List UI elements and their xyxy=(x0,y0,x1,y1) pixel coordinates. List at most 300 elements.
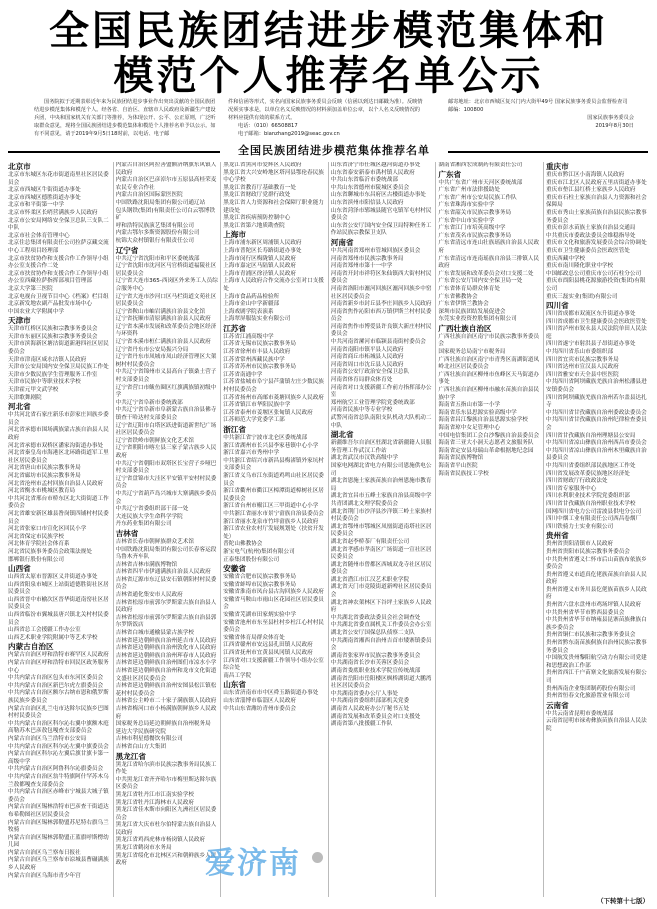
list-column xyxy=(221,162,329,897)
list-item: 吉林省通化集安市人民政府 xyxy=(115,592,183,599)
list-item: 吉林省吉林市满族博物馆 xyxy=(115,561,178,568)
list-item: 包头钢铁(集团)有限责任公司白云鄂博铁矿 xyxy=(115,207,216,222)
list-item: 海南省民族博物馆 xyxy=(438,455,484,462)
list-item: 河南省焦作市博爱县许良镇大新庄村村民委员会 xyxy=(330,323,432,338)
list-item: 安徽省池州市东至县杜村乡杜江心村村民委员会 xyxy=(223,619,324,634)
list-item: 吉林市利星德餐饮有限公司 xyxy=(115,736,183,743)
list-item: 中共四川省凉山彝族自治州木里藏族自治县委员会 xyxy=(545,447,647,462)
list-item: 贵州省遵义市道真仡佬族苗族自治县人民政府 xyxy=(545,571,647,586)
province-heading: 辽宁省 xyxy=(115,245,139,255)
list-item: 北京市和平街第一中学 xyxy=(8,202,64,209)
list-item: 黑龙江省教育厅基础教育一处 xyxy=(223,184,296,191)
list-item: 河南省郑州市第十一中学 xyxy=(330,263,393,270)
list-item: 广东省珠海市实验中学 xyxy=(438,202,495,209)
page-title-line2: 模范个人推荐名单公示 xyxy=(113,53,544,99)
list-item: 河南省周口市沈丘县人民政府 xyxy=(330,361,404,368)
list-item: 中共湖南省委组织部部机关党委 xyxy=(330,698,410,705)
divider-right xyxy=(448,151,648,153)
list-item: 中共河北省邢台市桥东区北大街街道工作委员会 xyxy=(8,495,109,510)
list-item: 河北省衡水市桃城区教育局 xyxy=(8,488,76,495)
province-heading: 吉林省 xyxy=(115,528,139,538)
list-item: 中国铁路沈阳局集团有限公司长春客运段乌鲁木齐车队 xyxy=(115,546,217,561)
list-item: 辽宁省本溪市桓仁满族自治县人民政府 xyxy=(115,339,211,346)
list-item: 贵州省贵阳清镇市人民政府 xyxy=(545,541,614,548)
list-item: 中共内蒙古自治区阿鲁科尔沁旗委员会 xyxy=(8,766,104,773)
list-item: 内蒙古自治区科尔沁左翼后旗甘旗卡第一高级中学 xyxy=(8,751,109,765)
list-item: 河北省唐山市民族宗教事务局 xyxy=(8,465,81,472)
list-item: 吉林省延边朝鲜族自治州图们市凉水小学 xyxy=(115,660,217,667)
list-item: 贵州省遵义市务川县仡佬族苗族乡人民政府 xyxy=(545,586,647,601)
list-item: 广东省韶关市民族宗教事务局 xyxy=(438,209,512,216)
list-item: 北京市西城区德胜街道办事处 xyxy=(8,194,81,201)
list-item: 黑龙江省人力资源和社会保障厅职业能力建设处 xyxy=(223,199,324,214)
list-item: 吉林省延边朝鲜族自治州安图县松江镇松花村村民委员会 xyxy=(115,683,217,697)
list-item: 广东省江门市培英高级中学 xyxy=(438,225,506,232)
list-item: 郑州航空工业管理学院党委统战部 xyxy=(330,399,415,406)
list-item: 河南省新乡市封丘县李庄回族乡人民政府 xyxy=(330,301,432,308)
list-item: 四川省甘孜藏族自治州理塘县公安局 xyxy=(545,432,636,439)
province-heading: 广西壮族自治区 xyxy=(438,323,492,333)
list-item: 中共湖南省长沙市芙蓉区委员会 xyxy=(330,660,410,667)
list-item: 贵州省恒春文化旅游置业有限公司 xyxy=(545,693,630,700)
list-item: 河南省对口支援新疆工作前方指挥部办公室 xyxy=(330,384,432,399)
list-item: 中共浙江省绍兴市新昌县梅渚镇外家坑村支部委员会 xyxy=(223,457,324,472)
list-item: 重庆市文化和旅游发展委员会综合协调处 xyxy=(545,240,647,247)
list-item: 安徽省淮南市凤台县古沟回族乡人民政府 xyxy=(223,589,324,596)
province-heading: 四川省 xyxy=(545,301,569,311)
list-item: 重庆市秀山土家族苗族自治县民族宗教事务委员会 xyxy=(545,209,647,224)
list-item: 重庆三磊实业(集团)有限公司 xyxy=(545,293,618,300)
list-item: 重庆市黔江区小南海镇人民政府 xyxy=(545,172,625,178)
province-heading: 天津市 xyxy=(8,316,31,326)
province-heading: 黑龙江省 xyxy=(115,751,146,761)
list-item: 中共四川省乐山市委组织部 xyxy=(545,349,614,356)
contact-address: 邮寄地址：北京市西城区复兴门内大街甲49号 国家民族事务委员会监督检查司 xyxy=(448,99,628,105)
list-item: 吉林省延边朝鲜族自治州珲春市人民政府 xyxy=(115,652,217,659)
list-item: 天津歌舞剧院 xyxy=(8,394,42,401)
section-title: 全国民族团结进步模范集体推荐名单 xyxy=(238,144,430,157)
list-item: 中共河南省郑州市管城回族区委员会 xyxy=(330,247,421,254)
list-item: 天津市东丽区民族和宗教事务委员会 xyxy=(8,333,98,340)
list-item: 国家税务总局南宁市税务局 xyxy=(438,349,506,356)
list-item: 四川省泸州市叙永县人民法院单田人民法庭 xyxy=(545,326,647,340)
list-item: 湖南省张家界市民族宗教事务委员会 xyxy=(330,652,421,659)
list-item: 邯郸银行股份有限公司 xyxy=(8,556,64,563)
province-heading: 广东省 xyxy=(438,169,462,179)
list-item: 海南省乐东县思源实验高级中学 xyxy=(438,409,517,416)
list-item: 重庆市石柱土家族自治县人力资源和社会保障局 xyxy=(545,194,647,209)
list-item: 吉林省松原市前郭尔罗斯蒙古族自治县郭尔罗斯饭店 xyxy=(115,614,217,629)
sign-date: 2019年8月30日 xyxy=(595,123,634,129)
list-item: 上海市嘉定区马陆镇人民政府 xyxy=(223,263,296,270)
list-item: 中共内蒙古自治区额尔古纳市恩和俄罗斯族民族乡委员会 xyxy=(8,690,109,704)
list-item: 山西艺术职业学院附属中等艺术学校 xyxy=(8,634,98,641)
list-item: 辽宁省大连市沙河口区马栏街道文苑社区居民委员会 xyxy=(115,293,217,308)
list-item: 北京市公安局网络安全保卫总队三支队二中队 xyxy=(8,217,109,232)
list-item: 四川省财政厅行政政法处 xyxy=(545,478,608,485)
list-item: 贵州省六盘水盘州市鸡场坪镇人民政府 xyxy=(545,602,642,609)
list-item: 内蒙古自治区阿拉善盟额济纳旗东风镇人民政府 xyxy=(115,162,217,176)
list-item: 河南省南阳市镇平县人民政府 xyxy=(330,346,404,353)
list-item: 江苏省盐城市阜宁县芦蒲镇左庄少数民族村村民委员会 xyxy=(223,379,324,394)
list-item: 吉林省公主岭市二十家子满族镇人民政府 xyxy=(115,698,217,705)
list-item: 内蒙古自治区乌兰浩特市公安局 xyxy=(8,735,87,742)
list-item: 中共云南省昆明市委统战部 xyxy=(545,710,614,717)
list-item: 云南省昆明市禄劝彝族苗族自治县人民法院 xyxy=(545,718,647,732)
list-item: 河南省体育局群众体育处 xyxy=(330,377,393,384)
list-item: 上海市浦东新区周浦镇人民政府 xyxy=(223,240,302,247)
list-item: 山西省阳泉市城区上站街道德胜街社区居民委员会 xyxy=(8,581,109,596)
list-item: 浙江省湖州市长兴县李家巷镇中心小学 xyxy=(223,442,319,449)
list-item: 浙江省义乌市江东街道鸡鸣山社区居民委员会 xyxy=(223,472,324,487)
list-item: 北京住总集团有限责任公司拉萨京藏交流中心工程项目经理部 xyxy=(8,240,109,254)
list-item: 海南省三亚大小洞天志愿者文旅服务队 xyxy=(438,440,534,447)
list-item: 江苏省镇江市华阳民族中学 xyxy=(223,402,291,409)
list-item: 吉林省延边朝鲜族自治州敦化市人民政府 xyxy=(115,645,217,652)
list-item: 上海市青浦区徐泾镇人民政府 xyxy=(223,270,296,277)
list-item: 广东省公安厅国内安全保卫局一处 xyxy=(438,278,523,285)
list-item: 浙江省丽水龙泉市竹垟畲族乡人民政府 xyxy=(223,518,319,525)
list-item: 安徽省体育局群众体育处 xyxy=(223,634,285,641)
list-item: 内蒙古自治区锡林郭勒盟苏尼特右旗乌兰牧骑 xyxy=(8,819,109,834)
list-item: 内蒙古自治区国际蒙医医院 xyxy=(115,192,183,199)
list-item: 海南省五指山市第一小学 xyxy=(438,402,500,409)
list-item: 广东省中山市实验中学 xyxy=(438,217,495,224)
list-item: 国网四川省电力公司雷波县供电分公司 xyxy=(545,508,642,515)
list-item: 内蒙古自治区巴彦淖尔市五原县高桂荣麦农民专业合作社 xyxy=(115,177,217,191)
list-item: 四川省成都市双流区东升街道办事处 xyxy=(545,311,636,318)
list-item: 海南省昌江黎族自治县思源实验学校 xyxy=(438,417,528,424)
list-item: 广东省广州市法律援助处 xyxy=(438,187,500,194)
list-item: 辽宁省本溪市发展和改革委员会地区经济与环资科 xyxy=(115,323,217,338)
list-item: 湖北省神农架林区下谷坪土家族乡人民政府 xyxy=(330,599,432,614)
list-item: 中共内蒙古自治区科尔沁左翼中旗委员会 xyxy=(8,743,109,750)
list-item: 中共辽宁省沈阳市和平区委统战部 xyxy=(115,255,200,262)
list-item: 重庆市卫生健康委员会医政医管处 xyxy=(545,247,630,254)
list-item: 中共四川省甘孜藏族自治州纪律检查委员会 xyxy=(545,417,647,431)
list-item: 中共四川省委组织部民族地区工作处 xyxy=(545,462,636,469)
list-item: 中国农业大学附属中学 xyxy=(8,308,64,315)
list-item: 中共广东省广州市天河区委统战部 xyxy=(438,179,523,186)
list-item: 湖北省潜江市江汉艺术职业学院 xyxy=(330,576,410,583)
list-item: 中共内蒙古自治区赤峰市宁城县大城子镇委员会 xyxy=(8,789,109,803)
list-item: 上海市普陀区长寿路街道办事处 xyxy=(223,247,302,254)
list-item: 吉林省松原市前郭尔罗斯蒙古族自治县人民政府 xyxy=(115,599,217,614)
list-item: 中共辽宁省锦州市义县高台子镇桑土营子村支部委员会 xyxy=(115,369,217,384)
list-item: 江苏省无锡市民族宗教事务局 xyxy=(223,341,296,348)
list-item: 浙江省衢州市衢江区樟潭街道樟树社区居民委员会 xyxy=(223,488,324,502)
list-item: 黑龙江省鹤岗市水务局 xyxy=(115,845,172,852)
intro-column-3 xyxy=(438,98,634,130)
list-item: 贵州西南企业集团制药股份有限公司 xyxy=(545,685,636,692)
list-item: 天津市红桥区民族和宗教事务委员会 xyxy=(8,326,98,333)
list-item: 辽宁省铁岭市朝鲜族文化艺术馆 xyxy=(115,437,194,444)
list-item: 广西壮族自治区柳州市融水苗族自治县民族中学 xyxy=(438,387,540,401)
list-item: 江苏师范大学党委学工部 xyxy=(223,417,285,424)
list-item: 河北省承德市双桥区潘家沟街道办事处 xyxy=(8,442,104,449)
list-column xyxy=(329,162,437,897)
list-item: 天津霍元甲文武学校 xyxy=(8,387,59,394)
list-item: 重庆市南川隆化职业中学校 xyxy=(545,263,614,270)
list-item: 四川省发展改革委民族地区经济处 xyxy=(545,470,630,477)
list-item: 江西省抚州市宜黄县凤冈镇人民政府 xyxy=(223,650,313,657)
list-item: 山东省泰安新泰市禹村镇人民政府 xyxy=(330,169,415,176)
list-item: 普陀山佛教协会 xyxy=(223,541,263,548)
list-item: 河北省民族事务委员会政策法规处 xyxy=(8,548,92,555)
list-item: 东莞实业投资控股集团有限公司 xyxy=(438,316,517,323)
list-item: 广西壮族自治区南宁市青秀区南湖街道凤岭北社区居民委员会 xyxy=(438,356,540,371)
list-item: 重庆西藏中学校 xyxy=(545,255,586,262)
list-item: 河南省焦作沁阳市西万镇伊斯兰村村民委员会 xyxy=(330,308,432,323)
list-item: 安徽省合肥市民族宗教事务局 xyxy=(223,574,296,581)
contact-phone: 电话：（010）66508817 xyxy=(238,123,298,129)
list-item: 重庆市江北区人民政府五里店街道办事处 xyxy=(545,179,647,186)
list-item: 山东省济南市市中区舜玉路街道办事处 xyxy=(223,690,319,697)
list-item: 山东省公安厅国内安全保卫局特种任务工作站民族宗教保卫支队 xyxy=(330,222,432,237)
province-heading: 浙江省 xyxy=(223,425,246,434)
province-heading: 云南省 xyxy=(545,700,569,710)
list-item: 河北省保定市民族学校 xyxy=(8,533,64,540)
list-item: 上海市金山中学新疆部 xyxy=(223,301,280,308)
list-item: 湖南省娄底职业技术学院宣传统战部 xyxy=(330,668,421,674)
list-item: 内蒙古自治区锡林郭勒盟正蓝旗呼斯楞幼儿园 xyxy=(8,834,109,849)
list-item: 河北省承德市围场满族蒙古族自治县人民政府 xyxy=(8,427,109,441)
list-item: 广东省佛教协会 xyxy=(438,293,478,300)
list-item: 正泰集团股份有限公司 xyxy=(223,556,280,563)
list-item: 中共内蒙古自治区新巴尔虎左旗委员会 xyxy=(8,682,104,689)
list-item: 黑龙江省牡丹江市江南实验学校 xyxy=(115,791,194,798)
list-item: 四川省甘孜藏族自治州职业技术学校 xyxy=(545,500,636,507)
list-item: 黑龙江省黑河市爱辉区人民政府 xyxy=(223,162,302,168)
list-item: 中共辽宁省阜新市阜新蒙古族自治县佛寺镇查干哈达村支部委员会 xyxy=(115,407,217,421)
province-heading: 重庆市 xyxy=(545,162,569,171)
list-item: 北京市扶贫协作和支援合作工作领导小组办公室支援合作二处 xyxy=(8,255,109,270)
list-item: 江苏省江浦高级中学 xyxy=(223,333,274,340)
province-heading: 内蒙古自治区 xyxy=(8,642,54,652)
list-item: 广东省发展和改革委员会对口支援二处 xyxy=(438,270,534,277)
list-item: 中共辽宁省葫芦岛兴城市大寨满族乡委员会 xyxy=(115,490,217,505)
list-item: 四川水利职业技术学院党委组织部 xyxy=(545,493,630,500)
list-item: 辽宁省抚顺市清原满族自治县人民政府 xyxy=(115,316,211,323)
list-item: 吉林省延边朝鲜族自治州和龙市文化街道文盛社区居民委员会 xyxy=(115,668,217,682)
list-item: 湖北省天门市竟陵街道新啤社区居民委员会 xyxy=(330,584,432,599)
list-item: 辽宁省鞍山市岫岩满族自治县文化馆 xyxy=(115,308,206,315)
list-item: 浙宝电气(杭州)集团有限公司 xyxy=(223,548,295,555)
list-item: 天津市津南区咸水沽镇人民政府 xyxy=(8,356,87,363)
list-item: 丹东药业集团有限公司 xyxy=(115,521,172,528)
watermark-logo: 爱济南 xyxy=(205,846,301,881)
list-item: 大连民族大学生命科学学院 xyxy=(115,513,183,520)
list-item: 中共山东省德州市陵城区委员会 xyxy=(330,184,410,191)
intro-paragraph-2: 件和信函等形式，实名向国家民族事务委员会反映（信函以到达日邮戳为准）。反映情况须实事求是，以单位名义反映情况的材料须加盖单位公章，以个人名义反映情况的材料应提供有效的联系方式。 xyxy=(228,99,423,121)
list-item: 四川省阿坝藏族羌族自治州若尔盖县达扎寺 xyxy=(545,394,647,409)
list-item: 重庆市彭水苗族土家族自治县交通局 xyxy=(545,225,636,232)
list-item: 山西省临汾市翼城县唐兴镇北关村村民委员会 xyxy=(8,612,109,626)
list-item: 广东省广州市公安局民族工作队 xyxy=(438,194,517,201)
list-item: 四川省宜宾市民族宗教事务局 xyxy=(545,356,619,363)
list-item: 中共内蒙古自治区包头市东河区委员会 xyxy=(8,675,104,682)
list-item: 内蒙古自治区乌海市青少年宫 xyxy=(8,872,81,879)
intro-paragraph: 国务院拟于近期表彰近年来为民族团结进步事业作出突出贡献的全国民族团结进步模范集体和模范个人。经各省、自治区、直辖市人民政府及新疆生产建设兵团，中央和国家机关有关部门等推荐，为体现公开、公平、公正原则，广泛听取群众意见，现将全国民族团结进步模范集体和模范个人推荐名单予以公示。如有不同意见，请于2019年9月5日18时前，以电话、电子邮 xyxy=(34,99,216,137)
list-item: 中共辽宁省委组织部干部一处 xyxy=(115,506,189,513)
list-item: 延边大学民族研究院 xyxy=(115,728,166,735)
province-heading: 山西省 xyxy=(8,564,31,574)
list-item: 安徽省蚌埠市民族宗教事务局 xyxy=(223,581,296,588)
list-item: 中共贵州省毕节市黔西县委员会 xyxy=(545,609,625,616)
list-item: 河南省洛阳市瀍河回族区瀍河回族乡中窑社区居民委员会 xyxy=(330,285,432,300)
list-item: 黑龙江省大兴安岭地区塔河县鄂伦春民族中心学校 xyxy=(223,169,324,184)
list-item: 中共重庆市委政法委员会维稳指导处 xyxy=(545,232,636,239)
list-item: 重庆市酉阳县桃花源旅游投资(集团)有限公司 xyxy=(545,278,646,292)
list-item: 海南省民族技工学校 xyxy=(438,470,489,477)
list-item: 辽宁省丹东市公安局振兴分局 xyxy=(115,346,189,353)
list-item: 中共山东省潍坊青州市委员会 xyxy=(223,705,296,712)
list-item: 海南省定安县母瑞山革命根据地纪念园 xyxy=(438,447,534,454)
list-item: 辽宁省辽阳市白塔区跃进街道新世纪广场社区居民委员会 xyxy=(115,422,217,437)
list-item: 中共贵州省遵义仁怀市后山苗族布依族乡委员会 xyxy=(545,556,647,571)
list-item: 杭锦大众村镇银行有限责任公司 xyxy=(115,237,194,244)
list-item: 内蒙古自治区乌兰察布市凉城县曹碾满族乡人民政府 xyxy=(8,857,109,872)
contact-postcode: 邮编：100800 xyxy=(448,107,484,113)
list-item: 四川省遂宁市射洪县子昂街道办事处 xyxy=(545,341,636,348)
list-item: 吉林省梅河口市小杨满族朝鲜族乡人民政府 xyxy=(115,705,217,720)
list-item: 上海市闵行区梅陇镇人民政府 xyxy=(223,255,296,262)
list-item: 黑龙江省第六地质勘查院 xyxy=(223,222,285,229)
list-item: 四川中烟工业有限责任公司西昌卷烟厂 xyxy=(545,516,642,523)
list-item: 中共山东省临沂市委统战部 xyxy=(330,177,398,184)
list-item: 山东省济宁市任城区越河街道办事处 xyxy=(330,162,421,168)
list-item: 河南省公安厅政治安全保卫总队 xyxy=(330,369,410,376)
list-item: 内蒙古自治区呼和浩特市赛罕区人民政府 xyxy=(8,652,109,659)
list-item: 四川省专家服务中心 xyxy=(545,485,597,492)
list-item: 黑龙江省大庆市杜尔伯特蒙古族自治县人民政府 xyxy=(115,822,217,836)
list-item: 山东省聊城市东昌府区古楼街道办事处 xyxy=(330,192,426,199)
list-item: 辽宁省盘锦市大洼区平安镇平安村村民委员会 xyxy=(115,475,217,490)
list-item: 深圳市民族团结发展促进会 xyxy=(438,308,506,315)
list-item: 贵州省黔东南苗族侗族自治州民族宗教事务委员会 xyxy=(545,640,647,654)
list-item: 吉林省延边朝鲜族自治州延吉市人民政府 xyxy=(115,637,217,644)
list-item: 河南省商丘市柘城县人民政府 xyxy=(330,354,404,361)
list-item: 湖南省发展和改革委员会对口支援处 xyxy=(330,713,421,720)
list-item: 天津市公安局国内安全保卫局民族工作处 xyxy=(8,364,109,371)
list-item: 广东省伊斯兰教协会 xyxy=(438,301,489,308)
nominee-list xyxy=(6,162,652,897)
continued-note: （下转第十七版） xyxy=(597,897,649,905)
list-column xyxy=(436,162,544,897)
list-item: 河北省沧州市孟村回族自治县人民政府 xyxy=(8,480,104,487)
contact-email[interactable]: 电子邮箱：bianzhang2019@seac.gov.cn xyxy=(238,131,340,137)
list-item: 北京市扶贫协作和支援合作工作领导小组办公室西藏拉萨指挥部项目管理部 xyxy=(8,270,109,285)
list-item: 吉林省辽源市东辽县安石镇朝阳村村民委员会 xyxy=(115,576,217,591)
watermark-dot-icon xyxy=(312,852,323,863)
province-heading: 山东省 xyxy=(223,680,246,690)
list-item: 重庆市垫江县红桥土家族乡人民政府 xyxy=(545,187,636,194)
list-item: 吉林省白城市通榆县蒙古族学校 xyxy=(115,630,194,637)
province-heading: 湖北省 xyxy=(330,430,354,440)
list-item: 北京新发地农副产品批发市场中心 xyxy=(8,301,92,308)
list-item: 江苏省常州西藏民族中学 xyxy=(223,356,285,363)
list-item: 天津市民族中等职业技术学校 xyxy=(8,379,81,386)
list-item: 广东省清远市连南瑶族自治县三排镇人民政府 xyxy=(438,255,540,270)
list-item: 浙江省台州市椒江区三甲街道中心小学 xyxy=(223,503,319,510)
list-item: 湖北省公安厅国保总队侦察二支队 xyxy=(330,630,415,637)
list-item: 中共浙江省宁波市北仑区委统战部 xyxy=(223,435,308,441)
list-item: 中共河北省石家庄新乐市彭家庄回族乡委员会 xyxy=(8,412,109,426)
list-item: 辽宁省营口市鲅鱼圈区红旗满族镇初级中学 xyxy=(115,384,217,399)
list-item: 安徽省芜湖市田家炳实验中学 xyxy=(223,612,296,619)
province-heading: 河北省 xyxy=(8,402,31,412)
list-item: 广东省体育局群众体育处 xyxy=(438,285,500,292)
list-item: 中共湖北省委直属机关工作委员会办公室 xyxy=(330,622,432,629)
list-item: 中共四川省甘孜藏族自治州委政法委员会 xyxy=(545,409,647,416)
list-item: 江苏省扬州市高邮市菱塘回族乡人民政府 xyxy=(223,394,324,401)
list-item: 山东省滨州市阳信县人民政府 xyxy=(330,199,404,206)
list-item: 中共四川省阿坝藏族羌族自治州松潘县进安镇委员会 xyxy=(545,379,647,394)
province-heading: 江苏省 xyxy=(223,323,246,333)
divider-left xyxy=(8,151,220,153)
list-item: 中共黑龙江省齐齐哈尔市梅里斯达斡尔族区委员会 xyxy=(115,776,217,791)
province-heading: 贵州省 xyxy=(545,531,569,541)
list-item: 湖北省赵李桥茶厂有限责任公司 xyxy=(330,538,410,545)
list-item: 江西省对口支援新疆工作领导小组办公室综合处 xyxy=(223,657,324,672)
list-item: 北京市社会体育管理中心 xyxy=(8,232,70,239)
list-item: 河南省民族中等专业学校 xyxy=(330,407,393,414)
list-item: 共青团湖北文理学院委员会 xyxy=(330,500,398,507)
list-item: 贵州省贵阳市民族宗教事务委员会 xyxy=(545,548,630,555)
province-heading: 安徽省 xyxy=(223,564,246,574)
list-item: 安徽省马鞍山市雨山区花园社区居民委员会 xyxy=(223,596,324,611)
list-item: 北京电视台卫视节目中心《档案》栏目组 xyxy=(8,293,109,300)
list-item: 黑龙江省哈尔滨市民族宗教事务局民族工作处 xyxy=(115,761,217,776)
list-item: 北京市怀柔区长哨营满族乡人民政府 xyxy=(8,209,98,216)
list-item: 江西省赣州市安远县孔田镇人民政府 xyxy=(223,642,313,649)
list-item: 广西壮族自治区南宁市民族宗教事务委员会 xyxy=(438,333,540,348)
list-item: 黑龙江省财政厅党群行政处 xyxy=(223,192,291,199)
list-item: 湖北省宜昌市五峰土家族自治县高级中学 xyxy=(330,493,432,500)
list-item: 辽宁省沈阳市沈河区马官桥街道福陵社区居民委员会 xyxy=(115,263,217,277)
page-title-line1: 全国民族团结进步模范集体和 xyxy=(49,8,608,54)
list-item: 河北体育学院社会体育系 xyxy=(8,541,70,548)
list-item: 南昌工学院 xyxy=(223,672,252,679)
list-item: 山西省晋中市榆次区晋华街道南窑社区居民委员会 xyxy=(8,596,109,611)
list-item: 海南省琼中女足管理中心 xyxy=(438,425,500,431)
list-item: 中共内蒙古自治区科尔沁右翼中旗额木庭高勒苏木巴彦敖包嘎查支部委员会 xyxy=(8,720,109,735)
list-item: 浙江省嘉兴市秀州中学 xyxy=(223,450,280,457)
list-item: 湖北省武汉市汉铁高级中学 xyxy=(330,455,398,462)
list-column xyxy=(114,162,222,897)
list-item: 湖北省鄂州市鄂城区凤凰街道南塔社区居民委员会 xyxy=(330,523,432,538)
list-item: 黑龙江省佳木斯市向阳区九洲社区居民委员会 xyxy=(115,807,217,821)
list-item: 四川省成都市卫生健康委员会医政医管处 xyxy=(545,318,647,325)
list-item: 呼和浩特民族演艺集团有限公司 xyxy=(115,222,194,229)
list-item: 江苏省徐州市丰县人民政府 xyxy=(223,349,291,356)
list-item: 中国邮政总公司重庆市公司石柱分公司 xyxy=(545,270,642,277)
list-item: 中共湖南省湘西自治州吉首市矮寨镇委员会 xyxy=(330,637,432,652)
list-item: 湖南省人民政府办公厅秘书五处 xyxy=(330,705,410,712)
list-item: 内蒙古自治区乌兰察布日报社 xyxy=(8,849,81,856)
list-item: 湖南省岳阳市岳阳楼区枫桥湖街道大鹏湾社区居民委员会 xyxy=(330,675,432,690)
list-item: 江苏省苏州市民族宗教事务局 xyxy=(223,364,296,371)
list-item: 新疆维吾尔自治区驻湖北省新疆籍人员服务管理工作武汉工作站 xyxy=(330,440,432,454)
list-item: 河南省开封市祥符区朱仙镇西大街村村民委员会 xyxy=(330,270,432,285)
list-item: 山东省菏泽市郓城县随官屯镇军屯村村民委员会 xyxy=(330,207,432,222)
list-item: 中共浙江省丽水市景宁畲族自治县委员会 xyxy=(223,510,324,517)
list-item: 中国航发贵州黎阳航空动力有限公司党建和思想政治工作部 xyxy=(545,655,647,669)
list-item: 吉林省白山方大集团 xyxy=(115,743,166,750)
list-item: 河北省廊坊市民族宗教事务局 xyxy=(8,472,81,479)
list-item: 中国铁路沈阳局集团有限公司通辽站 xyxy=(115,199,206,206)
list-item: 河南省郑州市民族宗教事务局 xyxy=(330,255,404,262)
